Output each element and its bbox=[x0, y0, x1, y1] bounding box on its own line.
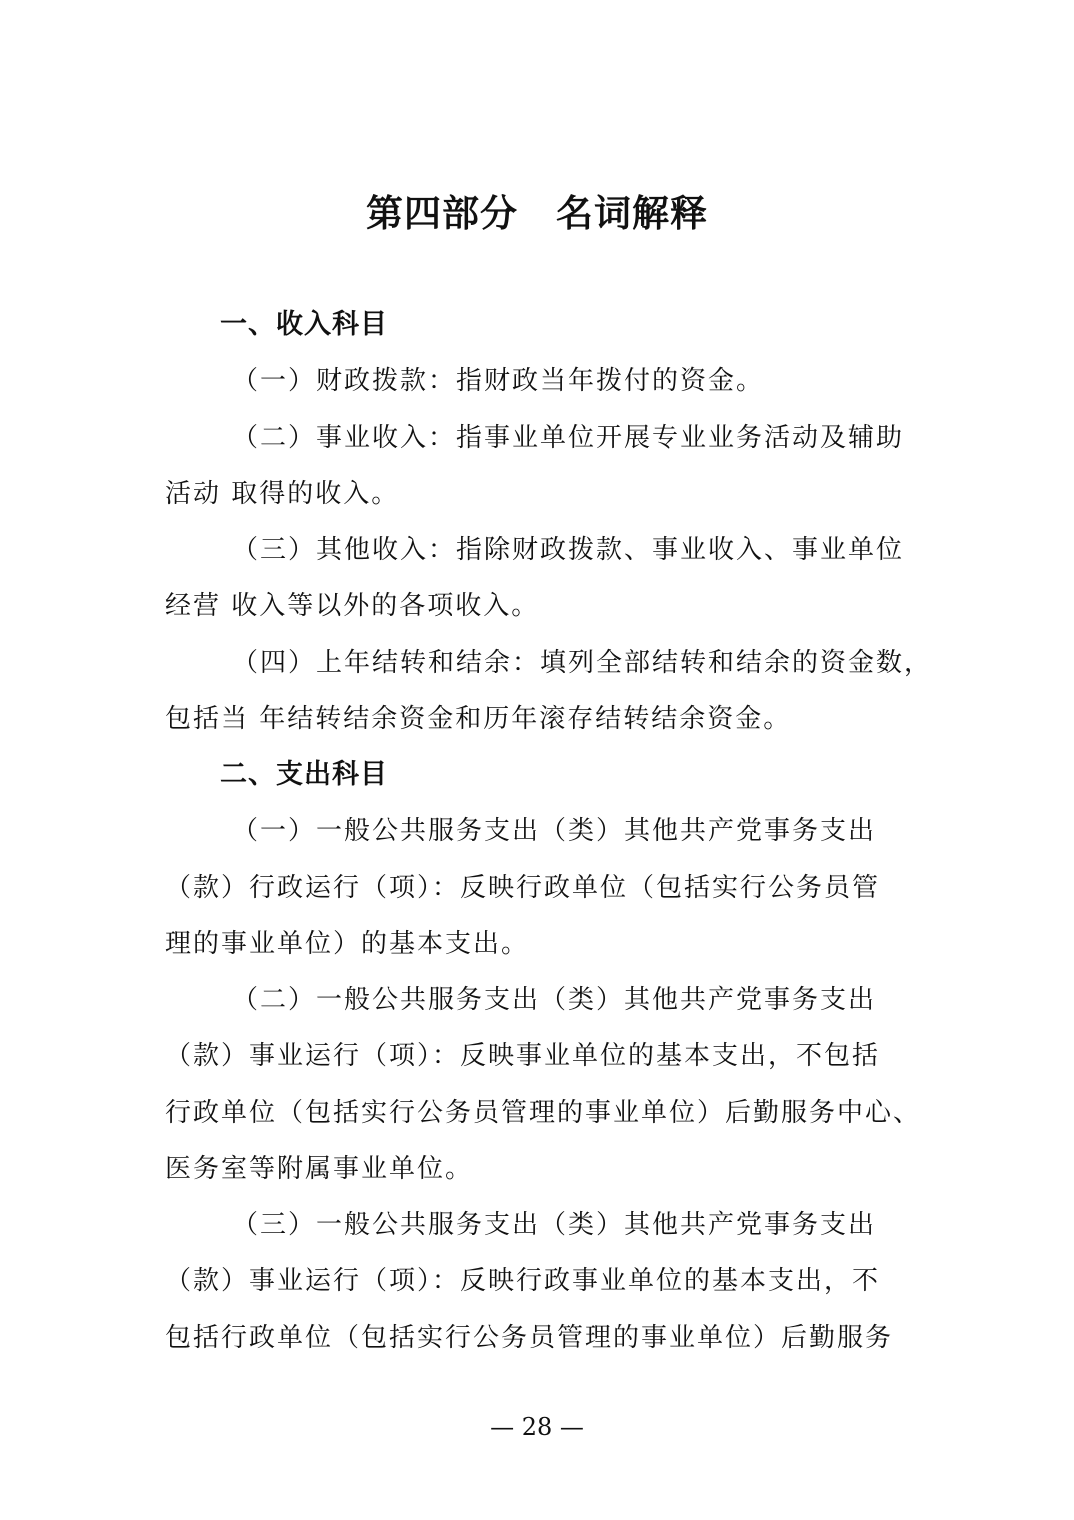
expenditure-item-2-line-4: 医务室等附属事业单位。 bbox=[165, 1154, 474, 1184]
page-number: — 28 — bbox=[490, 1413, 584, 1441]
expenditure-item-2-line-2: （款）事业运行（项）：反映事业单位的基本支出，不包括 bbox=[165, 1041, 881, 1071]
expenditure-item-2-line-1: （二）一般公共服务支出（类）其他共产党事务支出 bbox=[232, 985, 877, 1015]
income-item-1-line-1: （一）财政拨款：指财政当年拨付的资金。 bbox=[232, 366, 765, 396]
expenditure-item-3-line-1: （三）一般公共服务支出（类）其他共产党事务支出 bbox=[232, 1210, 877, 1240]
expenditure-item-3-line-2: （款）事业运行（项）：反映行政事业单位的基本支出，不 bbox=[165, 1266, 881, 1296]
expenditure-item-1-line-3: 理的事业单位）的基本支出。 bbox=[165, 929, 530, 959]
expenditure-item-2-line-3: 行政单位（包括实行公务员管理的事业单位）后勤服务中心、 bbox=[165, 1098, 922, 1128]
income-item-2-line-2: 活动 取得的收入。 bbox=[165, 479, 400, 509]
expenditure-item-1-line-1: （一）一般公共服务支出（类）其他共产党事务支出 bbox=[232, 816, 877, 846]
section-heading-income: 一、收入科目 bbox=[220, 309, 388, 340]
income-item-4-line-1: （四）上年结转和结余：填列全部结转和结余的资金数， bbox=[232, 648, 933, 678]
page-title: 第四部分 名词解释 bbox=[366, 192, 708, 235]
income-item-3-line-2: 经营 收入等以外的各项收入。 bbox=[165, 591, 540, 621]
income-item-4-line-2: 包括当 年结转结余资金和历年滚存结转结余资金。 bbox=[165, 704, 792, 734]
expenditure-item-1-line-2: （款）行政运行（项）：反映行政单位（包括实行公务员管 bbox=[165, 873, 881, 903]
income-item-2-line-1: （二）事业收入：指事业单位开展专业业务活动及辅助 bbox=[232, 423, 905, 453]
income-item-3-line-1: （三）其他收入：指除财政拨款、事业收入、事业单位 bbox=[232, 535, 905, 565]
section-heading-expenditure: 二、支出科目 bbox=[220, 759, 388, 790]
expenditure-item-3-line-3: 包括行政单位（包括实行公务员管理的事业单位）后勤服务 bbox=[165, 1323, 894, 1353]
